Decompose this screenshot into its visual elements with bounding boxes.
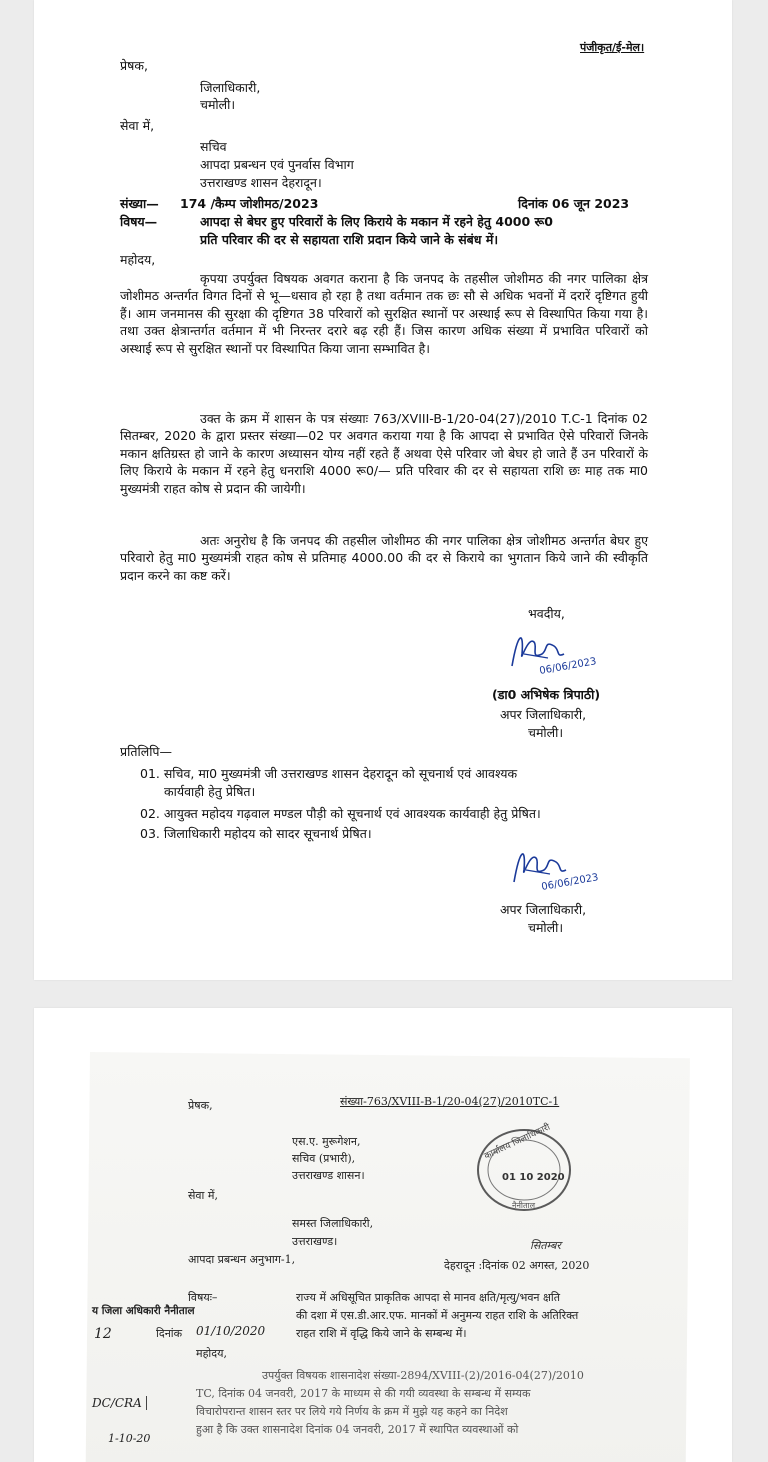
scan-sender-dept: उत्तराखण्ड शासन। <box>292 1169 365 1182</box>
copy-item-2: 02. आयुक्त महोदय गढ़वाल मण्डल पौड़ी को सूचनार्थ एवं आवश्यक कार्यवाही हेतु प्रेषित। <box>140 806 541 821</box>
scan-subject-line-3: राहत राशि में वृद्धि किये जाने के सम्बन्ध में। <box>296 1327 467 1340</box>
scan-to-line-1: समस्त जिलाधिकारी, <box>292 1217 374 1230</box>
letter-date: दिनांक 06 जून 2023 <box>518 196 630 211</box>
margin-date: 01/10/2020 <box>196 1324 266 1338</box>
scan-body-line-3: विचारोपरान्त शासन स्तर पर लिये गये निर्णय के क्रम में मुझे यह कहने का निदेश <box>196 1405 508 1418</box>
copy-item-1-cont: कार्यवाही हेतु प्रेषित। <box>164 784 256 799</box>
copy-label: प्रतिलिपि— <box>120 744 173 759</box>
scanned-page <box>34 1008 732 1462</box>
signature-1 <box>504 624 604 684</box>
copy-item-3: 03. जिलाधिकारी महोदय को सादर सूचनार्थ प्रेषित। <box>140 826 372 841</box>
scan-sender-name: एस.ए. मुरूगेशन, <box>292 1135 361 1148</box>
scan-handwritten-month: सितम्बर <box>530 1239 561 1252</box>
signature-1-date: 06/06/2023 <box>538 656 598 677</box>
scan-to-line-2: उत्तराखण्ड। <box>292 1235 338 1248</box>
signatory-name: (डा0 अभिषेक त्रिपाठी) <box>492 687 601 702</box>
reference-number: 174 /कैम्प जोशीमठ/2023 <box>180 196 319 211</box>
closing: भवदीय, <box>528 606 565 621</box>
to-line-2: आपदा प्रबन्धन एवं पुनर्वास विभाग <box>200 157 354 172</box>
margin-note-1: DC/CRA <box>92 1396 147 1410</box>
scan-subject-label: विषयः– <box>188 1291 218 1304</box>
office-stamp <box>472 1120 592 1220</box>
margin-office: य जिला अधिकारी नैनीताल <box>92 1305 195 1317</box>
scan-body-line-2: TC, दिनांक 04 जनवरी, 2017 के माध्यम से की गयी व्यवस्था के सम्बन्ध में सम्यक <box>196 1387 531 1400</box>
signatory-place: चमोली। <box>528 725 564 740</box>
margin-date-label: दिनांक <box>156 1327 183 1340</box>
stamp-text: कार्यालय जिलाधिकारी <box>482 1122 552 1162</box>
subject-line-1: आपदा से बेघर हुए परिवारों के लिए किराये के मकान में रहने हेतु 4000 रू0 <box>200 214 553 229</box>
signatory-2-post: अपर जिलाधिकारी, <box>500 902 587 917</box>
salutation: महोदय, <box>120 252 156 267</box>
letter-page <box>34 0 732 980</box>
scan-to-label: सेवा में, <box>188 1189 218 1202</box>
stamp-date: 01 10 2020 <box>502 1172 565 1183</box>
scan-salutation: महोदय, <box>196 1347 227 1360</box>
scan-body-line-1: उपर्युक्त विषयक शासनादेश संख्या-2894/XVIII-(2)/2016-04(27)/2010 <box>262 1369 584 1382</box>
from-line-1: जिलाधिकारी, <box>200 80 261 95</box>
to-label: सेवा में, <box>120 118 155 133</box>
scan-ref-number: संख्या-763/XVIII-B-1/20-04(27)/2010TC-1 <box>340 1095 560 1108</box>
margin-note-2: 1-10-20 <box>108 1432 151 1445</box>
scan-section: आपदा प्रबन्धन अनुभाग-1, <box>188 1253 296 1266</box>
to-line-3: उत्तराखण्ड शासन देहरादून। <box>200 175 322 190</box>
signature-2 <box>506 840 606 900</box>
paragraph-2: उक्त के क्रम में शासन के पत्र संख्याः 763/XVIII-B-1/20-04(27)/2010 T.C-1 दिनांक 02 सितम्बर, 2020 के द्वारा प्रस्तर संख्या—02 पर अवगत कराया गया है कि आपदा से प्रभावित ऐसे परिवारों जिनके मकान क्षतिग्रस्त हो जाने के कारण अध्यासन योग्य नहीं रहते हैं अथवा ऐसे परिवार जो बेघर हो जाते हैं उन परिवारों के लिए किराये के मकान में रहने हेतु धनराशि 4000 रू0/— प्रति परिवार की दर से सहायता राशि छः माह तक मा0 मुख्यमंत्री राहत कोष से प्रदान की जायेगी। <box>120 411 648 496</box>
scan-body-line-4: हुआ है कि उक्त शासनादेश दिनांक 04 जनवरी, 2017 में स्थापित व्यवस्थाओं को <box>196 1423 519 1436</box>
signature-2-date: 06/06/2023 <box>540 872 600 893</box>
subject-label: विषय— <box>120 214 158 229</box>
scan-subject-line-2: की दशा में एस.डी.आर.एफ. मानकों में अनुमन्य राहत राशि के अतिरिक्त <box>296 1309 579 1322</box>
subject-line-2: प्रति परिवार की दर से सहायता राशि प्रदान किये जाने के संबंध में। <box>200 232 499 247</box>
scan-sender-post: सचिव (प्रभारी), <box>292 1152 356 1165</box>
scan-from-label: प्रेषक, <box>188 1099 213 1112</box>
paragraph-1: कृपया उपर्युक्त विषयक अवगत कराना है कि जनपद के तहसील जोशीमठ की नगर पालिका क्षेत्र जोशीमठ अन्तर्गत विगत दिनों से भू—धसाव हो रहा है तथा वर्तमान तक छः सौ से अधिक भवनों में दरारें दृष्टिगत हुयी हैं। आम जनमानस की सुरक्षा की दृष्टिगत 38 परिवारों को सुरक्षित स्थानों पर अस्थाई रूप से विस्थापित किया गया है। तथा उक्त क्षेत्रान्तर्गत वर्तमान में भी निरन्तर दरारे बढ़ रही हैं। जिस कारण अधिक संख्या में प्रभावित परिवारों को अस्थाई रूप से सुरक्षित स्थानों पर विस्थापित किया जाना सम्भावित है। <box>120 271 648 356</box>
signatory-post: अपर जिलाधिकारी, <box>500 707 587 722</box>
margin-number: 12 <box>94 1326 112 1342</box>
copy-item-1: 01. सचिव, मा0 मुख्यमंत्री जी उत्तराखण्ड शासन देहरादून को सूचनार्थ एवं आवश्यक <box>140 766 518 781</box>
paragraph-3: अतः अनुरोध है कि जनपद की तहसील जोशीमठ की नगर पालिका क्षेत्र जोशीमठ अन्तर्गत बेघर हुए परिवारो हेतु मा0 मुख्यमंत्री राहत कोष से प्रतिमाह 4000.00 की दर से किराये का भुगतान किये जाने की स्वीकृति प्रदान करने का कष्ट करें। <box>120 533 648 583</box>
from-label: प्रेषक, <box>120 58 148 73</box>
to-line-1: सचिव <box>200 139 227 154</box>
scan-subject-line-1: राज्य में अधिसूचित प्राकृतिक आपदा से मानव क्षति/मृत्यु/भवन क्षति <box>296 1291 561 1304</box>
header-tag: पंजीकृत/ई-मेल। <box>580 41 645 54</box>
from-line-2: चमोली। <box>200 97 236 112</box>
signatory-2-place: चमोली। <box>528 920 564 935</box>
scan-place-date: देहरादून :दिनांक 02 अगस्त, 2020 <box>444 1259 590 1272</box>
reference-label: संख्या— <box>120 196 159 211</box>
stamp-subtext: नैनीताल <box>512 1201 536 1210</box>
